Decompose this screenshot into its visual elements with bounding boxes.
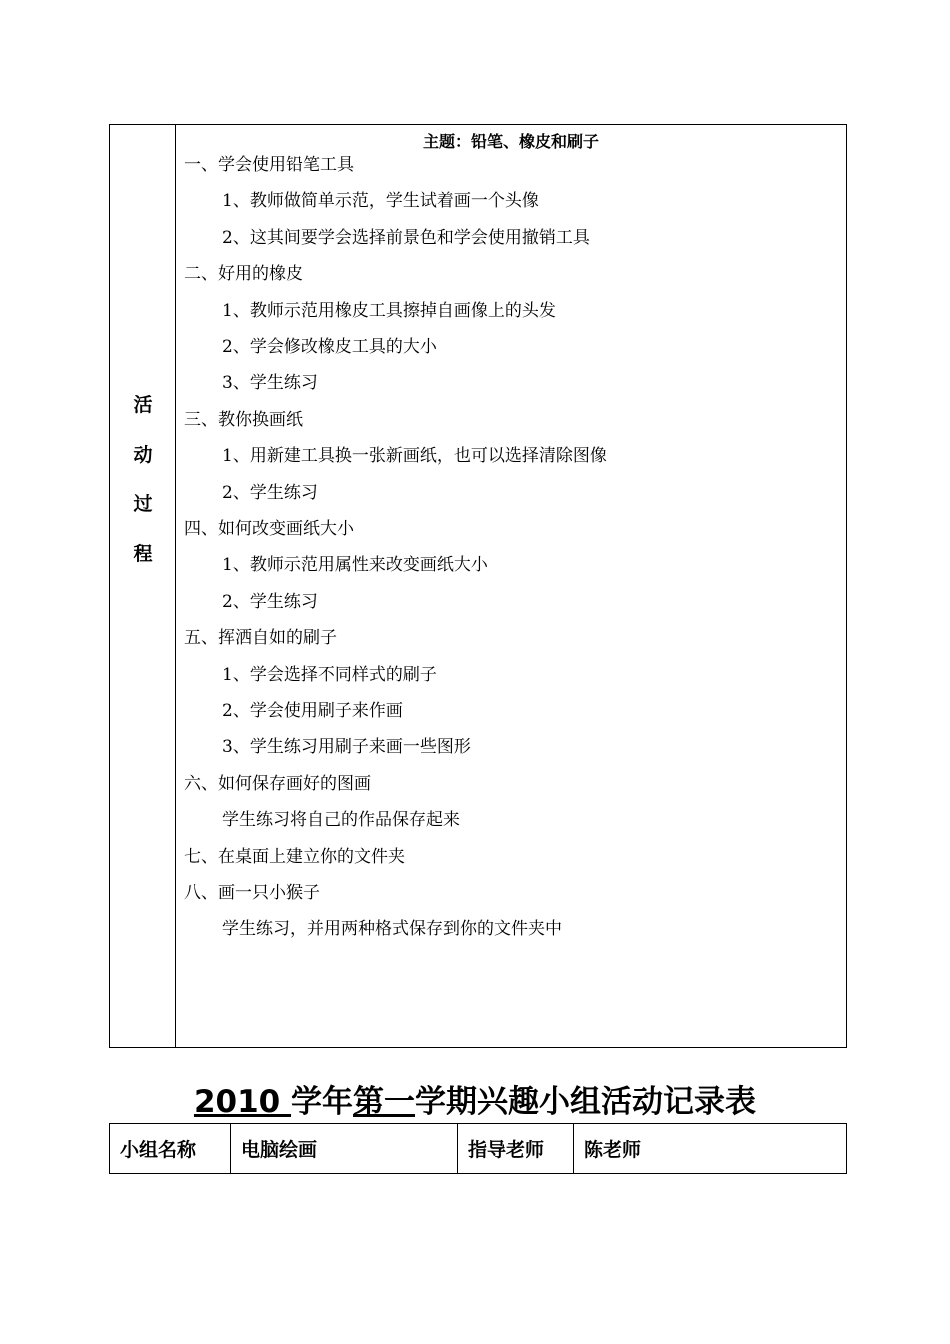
page-title xyxy=(0,1076,950,1121)
activity-sub-item: 2、学会使用刷子来作画 xyxy=(222,701,403,721)
activity-section-heading: 五、挥洒自如的刷子 xyxy=(184,628,337,649)
activity-section-heading: 六、如何保存画好的图画 xyxy=(184,773,371,794)
activity-sub-item: 1、教师做简单示范，学生试着画一个头像 xyxy=(222,191,539,212)
group-info-table xyxy=(109,1123,847,1174)
side-label-char: 程 xyxy=(133,543,153,565)
activity-process-label xyxy=(110,125,176,1047)
activity-section-heading: 一、学会使用铅笔工具 xyxy=(184,155,354,175)
activity-sub-item: 3、学生练习用刷子来画一些图形 xyxy=(222,737,471,758)
teacher-label: 指导老师 xyxy=(458,1124,574,1173)
activity-sub-item: 3、学生练习 xyxy=(222,373,318,394)
activity-section-heading: 七、在桌面上建立你的文件夹 xyxy=(184,846,405,867)
title-part: 学期兴趣小组活动记录表 xyxy=(415,1084,757,1120)
activity-section-heading: 八、画一只小猴子 xyxy=(184,883,320,903)
activity-process-table xyxy=(109,124,847,1048)
activity-sub-item: 2、学生练习 xyxy=(222,482,318,503)
group-name-value: 电脑绘画 xyxy=(231,1124,458,1173)
side-label-char: 动 xyxy=(133,444,153,466)
topic-heading: 主题：铅笔、橡皮和刷子 xyxy=(422,132,599,151)
activity-section-heading: 二、好用的橡皮 xyxy=(184,264,303,285)
group-name-label: 小组名称 xyxy=(110,1124,231,1173)
activity-sub-item: 2、学生练习 xyxy=(222,591,318,612)
activity-sub-item: 1、教师示范用橡皮工具擦掉自画像上的头发 xyxy=(222,300,556,321)
side-label-char: 活 xyxy=(133,394,153,416)
activity-section-heading: 四、如何改变画纸大小 xyxy=(184,519,354,539)
activity-sub-item: 1、用新建工具换一张新画纸，也可以选择清除图像 xyxy=(222,446,607,467)
activity-sub-item: 学生练习，并用两种格式保存到你的文件夹中 xyxy=(222,919,562,940)
title-part: 第一 xyxy=(353,1084,416,1120)
activity-sub-item: 2、这其间要学会选择前景色和学会使用撤销工具 xyxy=(222,227,590,248)
activity-section-heading: 三、教你换画纸 xyxy=(184,409,303,430)
activity-sub-item: 1、学会选择不同样式的刷子 xyxy=(222,664,437,685)
title-part: 学年 xyxy=(291,1084,354,1120)
title-year: 2010 xyxy=(193,1084,292,1120)
activity-sub-item: 1、教师示范用属性来改变画纸大小 xyxy=(222,555,488,576)
side-label-char: 过 xyxy=(133,493,153,515)
activity-sub-item: 2、学会修改橡皮工具的大小 xyxy=(222,337,437,357)
teacher-value: 陈老师 xyxy=(584,1139,642,1161)
activity-sub-item: 学生练习将自己的作品保存起来 xyxy=(222,810,460,831)
